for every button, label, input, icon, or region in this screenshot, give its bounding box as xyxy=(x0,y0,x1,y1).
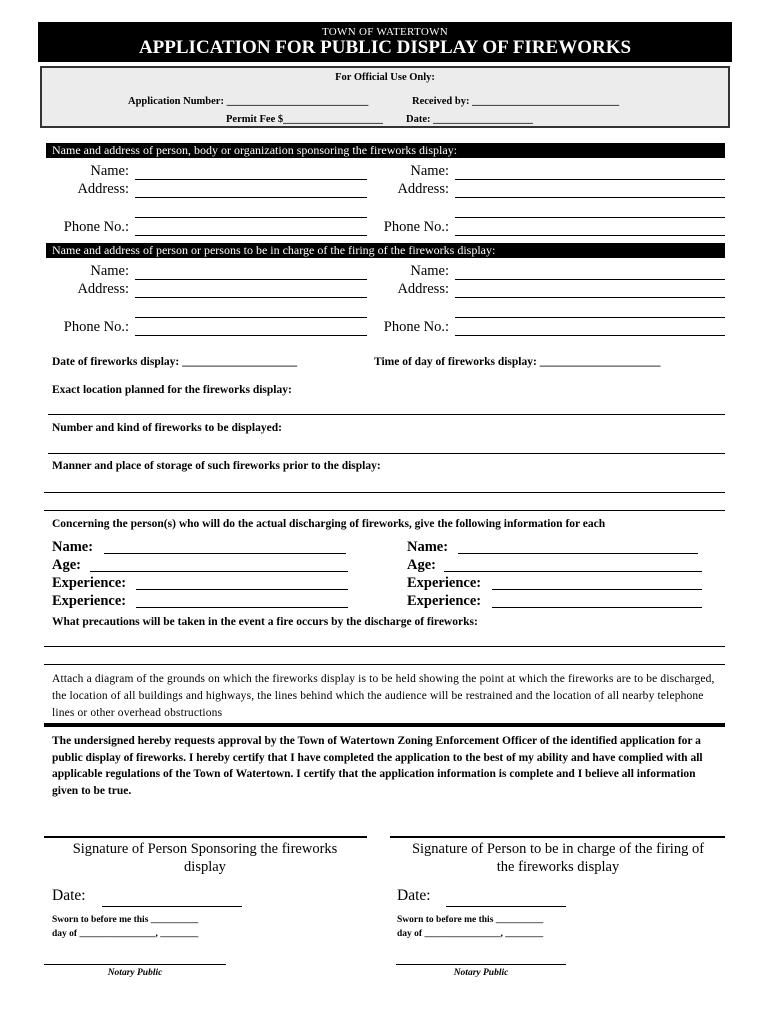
discharger-experience-label-right: Experience: xyxy=(407,575,482,591)
date-of-display-field[interactable]: Date of fireworks display: ____________________ xyxy=(52,356,298,368)
charge-signature-line[interactable] xyxy=(390,836,725,838)
charge-phone-field-left[interactable] xyxy=(135,335,367,336)
sponsor-phone-field-right[interactable] xyxy=(455,235,725,236)
charge-name-field-left[interactable] xyxy=(135,279,367,280)
form-title: APPLICATION FOR PUBLIC DISPLAY OF FIREWORKS xyxy=(138,37,632,58)
charge-signature-title: Signature of Person to be in charge of the firing of the fireworks display xyxy=(411,841,705,875)
storage-answer-line[interactable] xyxy=(44,492,725,493)
sponsor-address-label-right: Address: xyxy=(397,181,449,197)
sponsor-address-label-left: Address: xyxy=(77,181,129,197)
charge-notary-label: Notary Public xyxy=(453,968,509,978)
discharger-age-label-right: Age: xyxy=(407,557,436,573)
discharger-name-field-left[interactable] xyxy=(104,553,346,554)
official-use-heading: For Official Use Only: xyxy=(335,72,435,83)
application-number-field[interactable]: Application Number: ___________________________ xyxy=(128,96,369,107)
time-of-display-field[interactable]: Time of day of fireworks display: _____________________ xyxy=(374,356,661,368)
sponsor-name-label-right: Name: xyxy=(410,163,449,179)
sponsor-address-field-left[interactable] xyxy=(135,197,367,198)
charge-date-label: Date: xyxy=(397,887,431,904)
received-by-field[interactable]: Received by: ____________________________ xyxy=(412,96,620,107)
discharger-experience-field-right-2[interactable] xyxy=(492,607,702,608)
charge-date-field[interactable] xyxy=(446,906,566,907)
charge-section-bar: Name and address of person or persons to be in charge of the firing of the fireworks display: xyxy=(46,243,725,258)
sponsor-name-field-left[interactable] xyxy=(135,179,367,180)
sponsor-sworn-line[interactable]: Sworn to before me this __________ xyxy=(52,915,199,925)
town-name: TOWN OF WATERTOWN xyxy=(321,26,449,38)
charge-address-field-right-2[interactable] xyxy=(455,317,725,318)
charge-day-of-line[interactable]: day of ________________, ________ xyxy=(397,929,544,939)
charge-name-field-right[interactable] xyxy=(455,279,725,280)
precautions-question: What precautions will be taken in the event a fire occurs by the discharge of fireworks: xyxy=(52,616,478,628)
form-header xyxy=(38,22,732,62)
official-date-field[interactable]: Date: ___________________ xyxy=(406,114,533,125)
charge-address-field-left-2[interactable] xyxy=(135,317,367,318)
certification-statement: The undersigned hereby requests approval by the Town of Watertown Zoning Enforcement Officer of the identified application for a public display of fireworks. I hereby certify that I have completed the application to the best of my ability and have complied with all applicable regulations of the Town of Watertown. I certify that the application information is complete and I believe all information given to be true. xyxy=(52,735,703,797)
discharger-experience-label-right-2: Experience: xyxy=(407,593,482,609)
charge-notary-signature-line[interactable] xyxy=(396,964,566,965)
number-kind-answer-line[interactable] xyxy=(48,453,725,454)
discharger-experience-label-left-2: Experience: xyxy=(52,593,127,609)
sponsor-date-field[interactable] xyxy=(102,906,242,907)
sponsor-address-field-left-2[interactable] xyxy=(135,217,367,218)
discharger-experience-field-right[interactable] xyxy=(492,589,702,590)
sponsor-name-label-left: Name: xyxy=(90,163,129,179)
discharger-name-label-right: Name: xyxy=(407,539,449,555)
sponsor-notary-signature-line[interactable] xyxy=(44,964,226,965)
number-kind-question: Number and kind of fireworks to be displayed: xyxy=(52,422,282,434)
thick-divider xyxy=(44,723,725,727)
charge-sworn-line[interactable]: Sworn to before me this __________ xyxy=(397,915,544,925)
sponsor-section-bar: Name and address of person, body or organization sponsoring the fireworks display: xyxy=(46,143,725,158)
discharger-name-label-left: Name: xyxy=(52,539,94,555)
charge-name-label-left: Name: xyxy=(90,263,129,279)
precautions-answer-line-2[interactable] xyxy=(44,664,725,665)
official-use-box xyxy=(40,66,730,128)
storage-question: Manner and place of storage of such fireworks prior to the display: xyxy=(52,460,381,472)
charge-address-label-left: Address: xyxy=(77,281,129,297)
discharger-age-field-right[interactable] xyxy=(444,571,702,572)
discharger-name-field-right[interactable] xyxy=(458,553,698,554)
dischargers-intro: Concerning the person(s) who will do the actual discharging of fireworks, give the following information for each xyxy=(52,518,606,530)
sponsor-phone-label-left: Phone No.: xyxy=(63,219,129,235)
discharger-age-label-left: Age: xyxy=(52,557,81,573)
attach-diagram-instructions: Attach a diagram of the grounds on which the fireworks display is to be held showing the point at which the fireworks are to be discharged, the location of all buildings and highways, the lines behind which the audience will be restrained and the location of all nearby telephone lines or other overhead obstructions xyxy=(52,673,715,719)
charge-name-label-right: Name: xyxy=(410,263,449,279)
sponsor-date-label: Date: xyxy=(52,887,86,904)
sponsor-day-of-line[interactable]: day of ________________, ________ xyxy=(52,929,199,939)
sponsor-phone-field-left[interactable] xyxy=(135,235,367,236)
location-answer-line[interactable] xyxy=(48,414,725,415)
charge-phone-label-right: Phone No.: xyxy=(383,319,449,335)
charge-phone-field-right[interactable] xyxy=(455,335,725,336)
sponsor-name-field-right[interactable] xyxy=(455,179,725,180)
sponsor-phone-label-right: Phone No.: xyxy=(383,219,449,235)
sponsor-address-field-right[interactable] xyxy=(455,197,725,198)
section-divider xyxy=(44,510,725,511)
discharger-experience-field-left-2[interactable] xyxy=(136,607,348,608)
charge-address-field-left[interactable] xyxy=(135,297,367,298)
charge-phone-label-left: Phone No.: xyxy=(63,319,129,335)
discharger-age-field-left[interactable] xyxy=(90,571,348,572)
location-question: Exact location planned for the fireworks display: xyxy=(52,384,292,396)
precautions-answer-line[interactable] xyxy=(44,646,725,647)
permit-fee-field[interactable]: Permit Fee $___________________ xyxy=(226,114,383,125)
sponsor-signature-title: Signature of Person Sponsoring the fireworks display xyxy=(72,841,338,875)
sponsor-notary-label: Notary Public xyxy=(107,968,163,978)
sponsor-signature-line[interactable] xyxy=(44,836,367,838)
charge-address-label-right: Address: xyxy=(397,281,449,297)
discharger-experience-label-left: Experience: xyxy=(52,575,127,591)
sponsor-address-field-right-2[interactable] xyxy=(455,217,725,218)
discharger-experience-field-left[interactable] xyxy=(136,589,348,590)
charge-address-field-right[interactable] xyxy=(455,297,725,298)
